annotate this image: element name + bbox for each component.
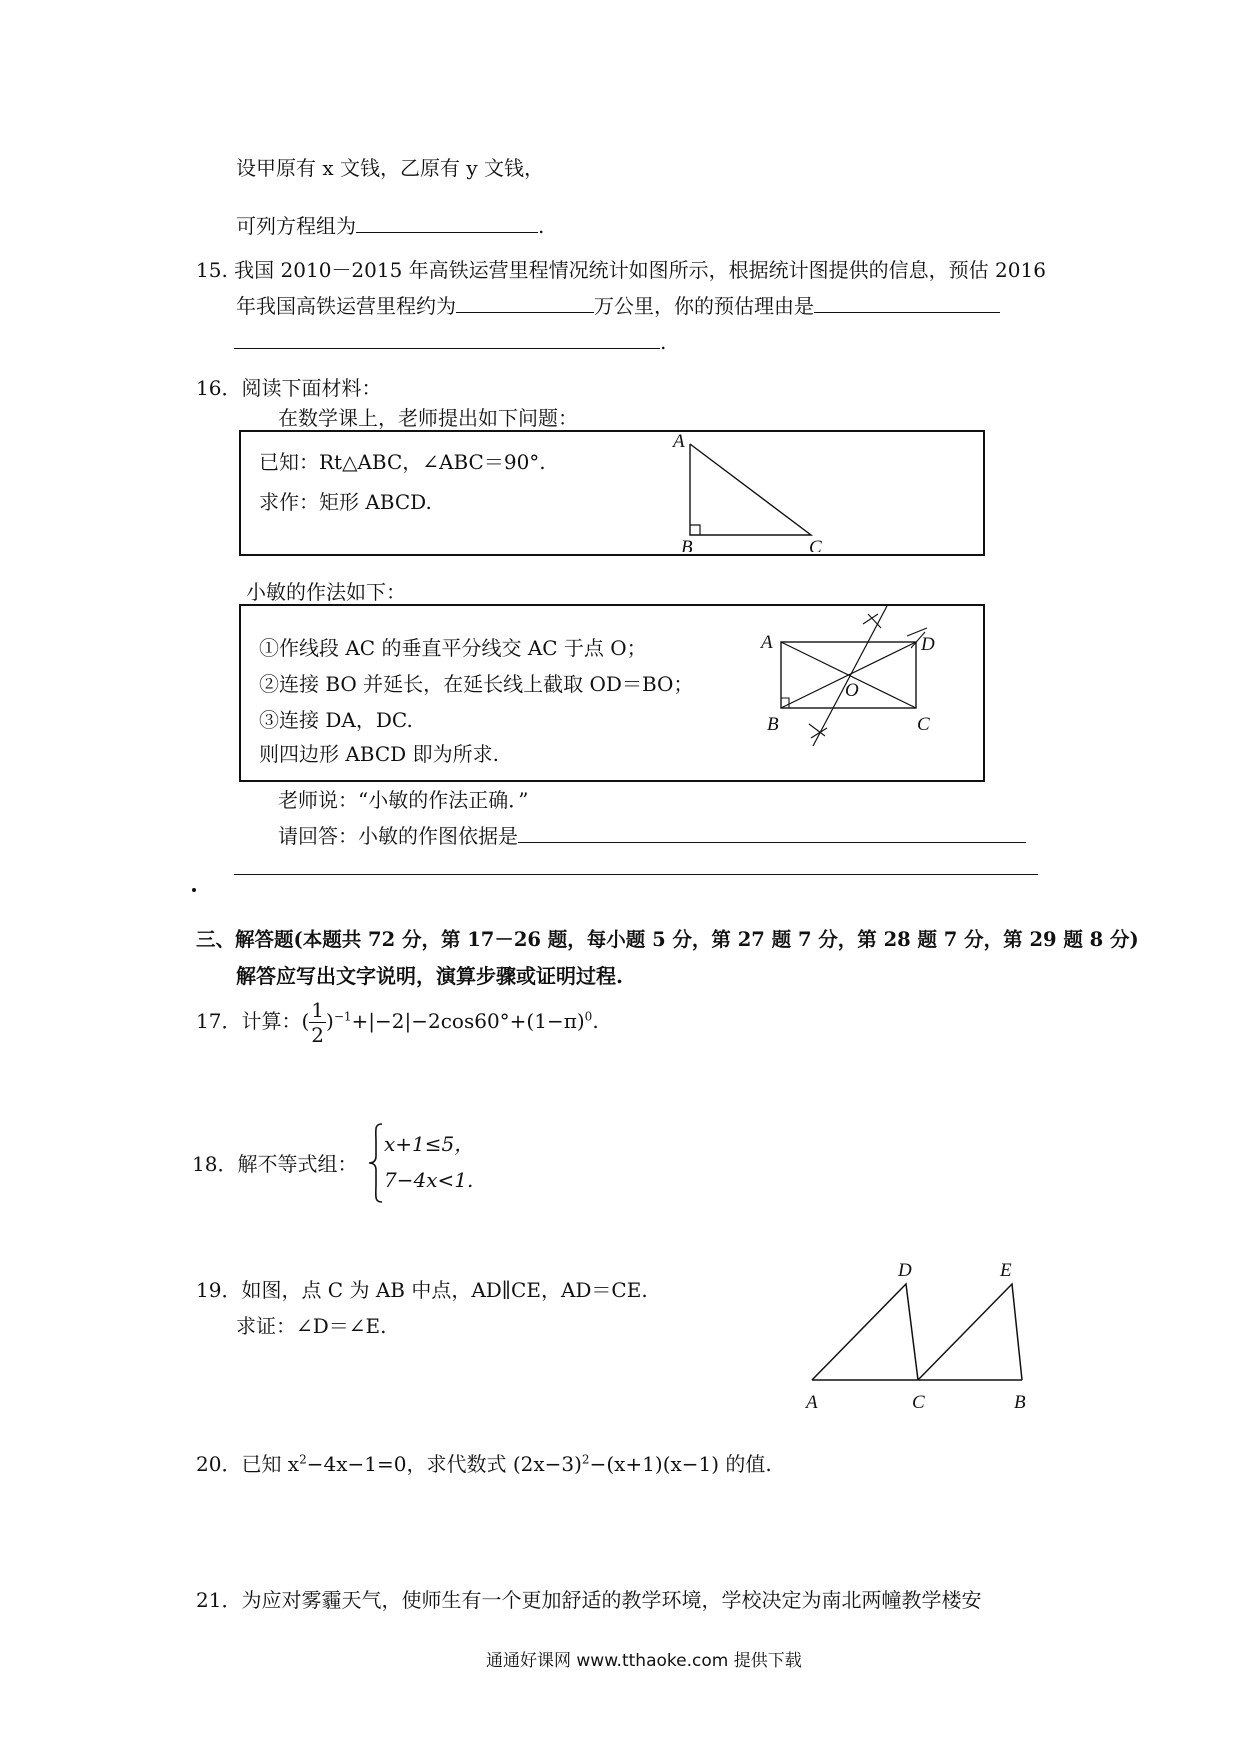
q15-line1: 15. 我国 2010－2015 年高铁运营里程情况统计如图所示，根据统计图提供的信息，预估 2016 [196,258,1046,282]
q16-box1-line2: 求作：矩形 ABCD. [259,490,432,514]
page-footer: 通通好课网 www.tthaoke.com 提供下载 [486,1651,802,1671]
q20-text-c: −(x+1)(x−1) 的值. [589,1452,772,1476]
q19-figure [790,1256,1050,1416]
q17-frac-den: 2 [311,1023,324,1047]
q16-answer-blank-2[interactable] [234,852,1038,875]
q17-rest: +|−2|−2cos60°+(1−π) [351,1009,585,1033]
fig1-label-a: A [673,434,685,452]
q16-problem-box [239,430,985,556]
q17-fraction [309,1000,326,1045]
section3-subtitle: 解答应写出文字说明，演算步骤或证明过程. [236,964,623,988]
fig1-label-c: C [809,537,822,552]
section3-title: 三、解答题(本题共 72 分，第 17－26 题，每小题 5 分，第 27 题 7 分，第 28 题 7 分，第 29 题 8 分) [196,928,1139,951]
q20-text-b: −4x−1=0，求代数式 (2x−3) [306,1452,582,1476]
rectangle-construction-figure [751,606,981,776]
q20-sup-a: 2 [299,1452,307,1467]
fig2-label-d: D [921,634,935,655]
q19-line2: 求证：∠D＝∠E. [236,1314,387,1338]
q15-reason-blank[interactable] [814,290,1000,313]
q18-label: 18．解不等式组： [192,1152,358,1176]
q15-line2-a: 年我国高铁运营里程约为 [236,294,456,318]
q17-exp2: 0 [584,1009,593,1024]
q18-ineq1: x+1≤5， [384,1132,475,1156]
q17-exp1: −1 [333,1009,352,1024]
q17-line: 17．计算：( $\frac{1}{2}$ )$^{-1}+|-2|-2\cos 60^\circ+(1-\pi)^0$. [196,998,599,1047]
q20-sup-b: 2 [581,1452,590,1467]
q16-intro: 在数学课上，老师提出如下问题： [278,406,578,430]
q16-teacher: 老师说：“小敏的作法正确．” [278,788,529,812]
q18-brace [366,1122,386,1204]
q14-line2-suffix: . [538,214,545,238]
fig2-label-o: O [845,680,859,701]
q17-frac-num: 1 [311,998,324,1022]
q19-line1: 19．如图，点 C 为 AB 中点，AD∥CE，AD＝CE. [196,1278,648,1302]
q16-answer-blank[interactable] [518,820,1026,843]
q19-label-a: A [806,1392,818,1413]
q16-method-box [239,604,985,782]
fig2-label-a: A [761,632,773,653]
fig2-label-b: B [767,714,779,735]
q16-answer-line [278,820,1026,849]
q16-step4: 则四边形 ABCD 即为所求. [259,742,499,766]
q16-box1-line1: 已知：Rt△ABC，∠ABC＝90°. [259,450,546,474]
q16-step1: ①作线段 AC 的垂直平分线交 AC 于点 O； [259,636,647,660]
q17-end: . [592,1009,599,1033]
q21-line1: 21．为应对雾霾天气，使师生有一个更加舒适的教学环境，学校决定为南北两幢教学楼安 [196,1588,982,1612]
fig1-label-b: B [681,537,693,552]
q19-label-d: D [898,1260,912,1281]
stray-dot [192,888,196,892]
q19-label-b: B [1014,1392,1026,1413]
q16-title: 16．阅读下面材料： [196,376,382,400]
q18-ineq2: 7−4x<1. [384,1168,474,1192]
q19-label-e: E [1000,1260,1012,1281]
q15-reason-blank-2[interactable] [234,326,660,349]
q19-label-c: C [912,1392,925,1413]
q14-line2-prefix: 可列方程组为 [236,214,356,238]
q16-step2: ②连接 BO 并延长，在延长线上截取 OD＝BO； [259,672,694,696]
q15-line2-b: 万公里，你的预估理由是 [594,294,814,318]
fig2-label-c: C [917,714,930,735]
q15-line3-end: . [660,330,667,354]
q14-line1: 设甲原有 x 文钱，乙原有 y 文钱， [236,156,545,180]
q14-line2 [236,210,544,239]
right-triangle-figure [661,434,841,552]
q16-answer-prefix: 请回答：小敏的作图依据是 [278,824,518,848]
q15-answer-blank[interactable] [456,290,594,313]
q15-line2 [236,290,1000,319]
q15-line3 [234,326,666,354]
q17-label: 17．计算： [196,1009,302,1033]
q16-method-title: 小敏的作法如下： [246,580,406,604]
q16-step3: ③连接 DA，DC. [259,708,413,732]
q20-text-a: 20．已知 x [196,1452,300,1476]
q20-line [196,1448,772,1477]
q14-answer-blank[interactable] [356,210,538,233]
